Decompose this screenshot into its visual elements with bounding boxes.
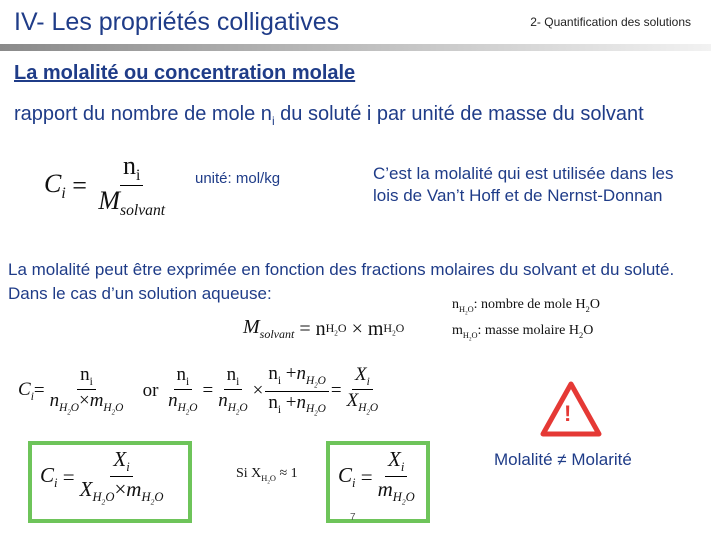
- legend-mole-count: $n_{H_2O}$: nombre de mole $H_2O$: [452, 297, 600, 317]
- legend-molar-mass: $m_{H_2O}$: masse molaire $H_2O$: [452, 323, 594, 343]
- unit-label: unité: mol/kg: [195, 170, 281, 187]
- header-divider: [0, 44, 711, 51]
- definition-text: rapport du nombre de mole $n_i$ du soluté i par unité de masse du solvant: [14, 103, 644, 128]
- mole-fraction-paragraph: La molalité peut être exprimée en fonction des fractions molaires du solvant et du soluté. Dans le cas d’un solution aqueuse:: [8, 260, 675, 303]
- derivation-equation: $C_i$ = $\frac{n_i}{n_{H_2O}\times m_{H_2O}}$ or $\frac{n_i}{n_{H_2O}}$ = $\frac{n_i}{n_{H_2O}}$ × $\frac{n_i +n_{H_2O}}{n_i +n_{H_2O}}$ = $\frac{X_i}{X_{H_2O}}$: [18, 363, 379, 418]
- slide-title: IV- Les propriétés colligatives: [14, 8, 340, 36]
- approximate-molality-formula: $C_i$ = $\frac{X_i}{m_{H_2O}}$: [338, 447, 415, 507]
- or-word: or: [142, 380, 159, 402]
- molality-from-fractions-formula: $C_i$ = $\frac{X_i}{X_{H_2O}\times m_{H_2O}}$: [40, 447, 164, 507]
- page-number: 7: [350, 512, 356, 523]
- molality-vs-molarity: Molalité ≠ Molarité: [494, 450, 632, 469]
- section-heading: La molalité ou concentration molale: [14, 62, 356, 84]
- solvent-mass-equation: $M_{solvant}$ = n $H_2O$ × m $H_2O$: [243, 316, 405, 341]
- slide-subtitle: 2- Quantification des solutions: [530, 15, 691, 29]
- approximation-condition: Si $X_{H_2O} \approx 1$: [236, 466, 298, 486]
- warning-mark: !: [564, 401, 572, 426]
- molality-formula: $C_i$ = $\frac{n_i}{M_{solvant}}$: [44, 151, 166, 220]
- molality-note: C’est la molalité qui est utilisée dans les lois de Van’t Hoff et de Nernst-Donnan: [373, 164, 674, 205]
